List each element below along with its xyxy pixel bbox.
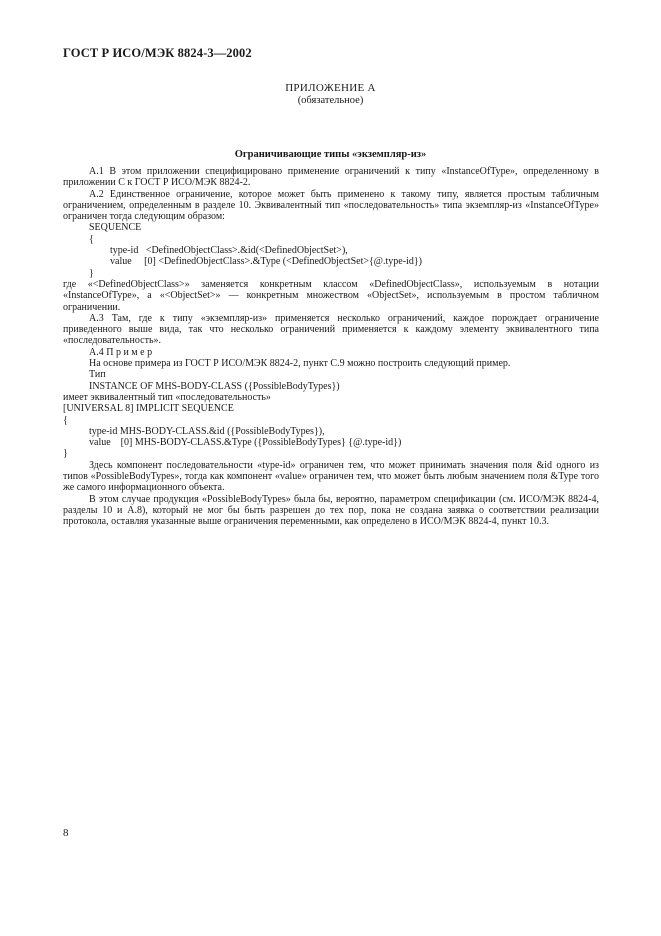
instance-of-line: INSTANCE OF MHS-BODY-CLASS ({PossibleBodyTypes}) <box>89 380 340 392</box>
sequence2-line-value: value [0] MHS-BODY-CLASS.&Type ({PossibleBodyTypes} {@.type-id}) <box>89 437 402 449</box>
type-word: Тип <box>89 369 106 381</box>
document-body <box>63 166 599 528</box>
sequence-close-brace: } <box>89 267 94 279</box>
sequence2-close-brace: } <box>63 448 68 460</box>
paragraph-a4-heading <box>63 347 599 358</box>
equivalent-type-line: имеет эквивалентный тип «последовательность» <box>63 391 271 403</box>
paragraph-a1: А.1 В этом приложении специфицировано применение ограничений к типу «InstanceOfType», определенному в приложении С к ГОСТ Р ИСО/МЭК 8824-2. <box>63 166 599 189</box>
paragraph-component: Здесь компонент последовательности «type-id» ограничен тем, что может принимать значения поля &id одного из типов «PossibleBodyTypes», тогда как компонент «value» ограничен тем, что может быть любым значением поля &Type того же самого информационного объекта. <box>63 459 599 494</box>
sequence2-open-brace: { <box>63 414 68 426</box>
appendix-subtitle: (обязательное) <box>297 95 364 106</box>
document-header: ГОСТ Р ИСО/МЭК 8824-3—2002 <box>63 46 252 60</box>
appendix-title: ПРИЛОЖЕНИЕ А <box>285 82 376 94</box>
page-number: 8 <box>63 827 69 839</box>
paragraph-where: где «<DefinedObjectClass>» заменяется конкретным классом «DefinedObjectClass», используемым в нотации «InstanceOfType», а «<ObjectSet>» — конкретным множеством «ObjectSet», используемым в простом табличном ограничении. <box>63 278 599 313</box>
universal-sequence-line: [UNIVERSAL 8] IMPLICIT SEQUENCE <box>63 403 234 415</box>
paragraph-production: В этом случае продукция «PossibleBodyTypes» была бы, вероятно, параметром спецификации (см. ИСО/МЭК 8824-4, разделы 10 и А.8), который не мог бы быть разрешен до тех пор, пока не создана заявка о соответствии реализации протокола, оставляя указанные выше ограничения переменными, как определено в ИСО/МЭК 8824-4, пункт 10.3. <box>63 493 599 528</box>
paragraph-a2: А.2 Единственное ограничение, которое может быть применено к такому типу, является простым табличным ограничением, определенным в разделе 10. Эквивалентный тип «последовательность» типа экземпляр-из «InstanceOfType» ограничен тогда следующим образом: <box>63 188 599 223</box>
paragraph-a3: А.3 Там, где к типу «экземпляр-из» применяется несколько ограничений, каждое порождает ограничение приведенного выше вида, так что несколько ограничений применяется к каждому элементу эквивалентного типа «последовательность». <box>63 312 599 347</box>
example-intro: На основе примера из ГОСТ Р ИСО/МЭК 8824-2, пункт С.9 можно построить следующий пример. <box>89 358 511 370</box>
sequence-line-type-id: type-id <DefinedObjectClass>.&id(<DefinedObjectSet>), <box>110 245 348 257</box>
a4-heading-text: Пример <box>106 346 155 358</box>
sequence-line-value: value [0] <DefinedObjectClass>.&Type (<DefinedObjectSet>{@.type-id}) <box>110 256 422 268</box>
sequence-keyword: SEQUENCE <box>89 222 142 234</box>
section-title: Ограничивающие типы «экземпляр-из» <box>234 149 427 160</box>
a4-label: А.4 <box>89 346 104 358</box>
sequence-open-brace: { <box>89 233 94 245</box>
sequence2-line-type-id: type-id MHS-BODY-CLASS.&id ({PossibleBodyTypes}), <box>89 425 325 437</box>
